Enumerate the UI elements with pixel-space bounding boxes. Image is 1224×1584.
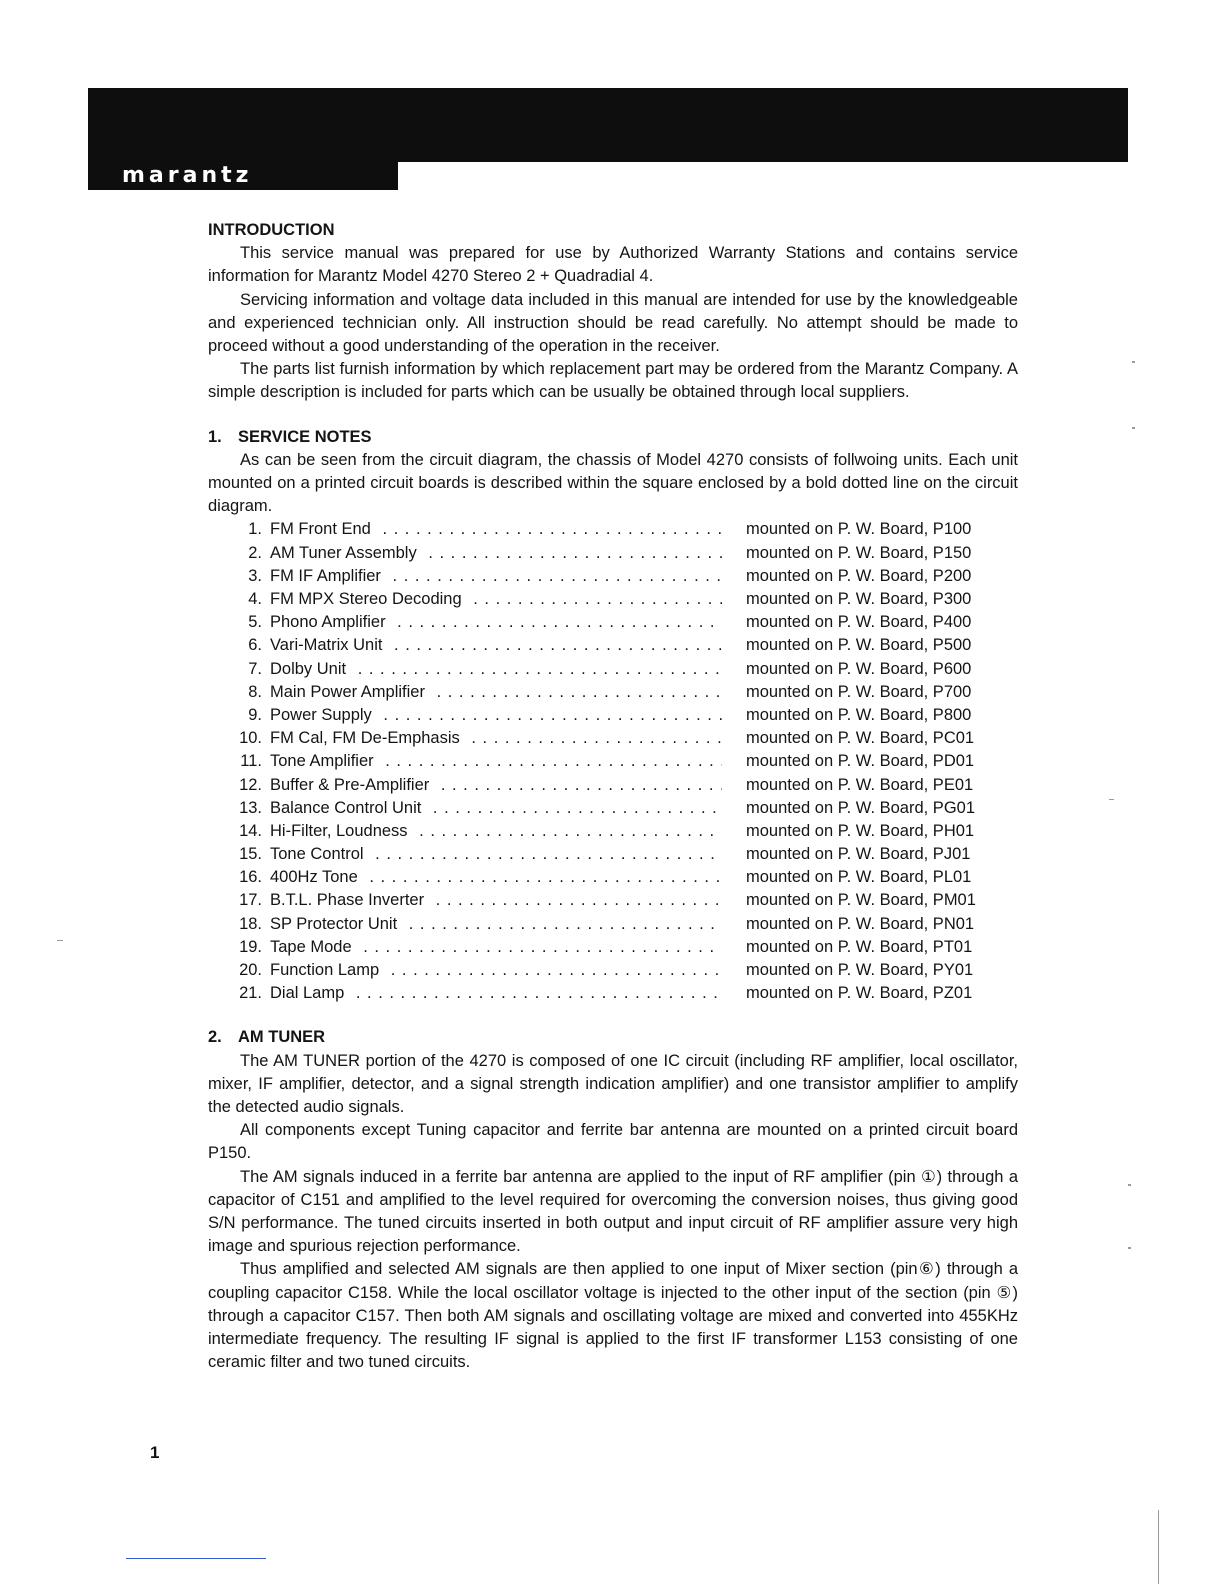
footer-rule <box>126 1558 266 1559</box>
board-unit-row <box>208 889 1018 912</box>
board-unit-name-text: Vari-Matrix Unit <box>270 636 388 654</box>
board-unit-location: mounted on P. W. Board, P400 <box>746 613 972 632</box>
board-unit-row <box>208 843 1018 866</box>
board-unit-name-text: B.T.L. Phase Inverter <box>270 891 430 909</box>
am-tuner-paragraph: All components except Tuning capacitor and ferrite bar antenna are mounted on a printed circuit board P150. <box>208 1121 1018 1163</box>
scan-mark <box>1128 1184 1131 1186</box>
introduction-section <box>208 219 1018 405</box>
board-unit-number: 20. <box>239 961 262 979</box>
board-unit-row <box>208 774 1018 797</box>
board-unit-location: mounted on P. W. Board, P600 <box>746 659 972 678</box>
board-unit-name-text: 400Hz Tone <box>270 868 364 886</box>
board-unit-row <box>208 588 1018 611</box>
board-unit-name-text: SP Protector Unit <box>270 915 403 933</box>
board-unit-row <box>208 611 1018 634</box>
board-unit-number: 16. <box>239 868 262 887</box>
scan-mark <box>57 940 63 941</box>
board-unit-row <box>208 727 1018 750</box>
board-unit-row <box>208 542 1018 565</box>
board-unit-location: mounted on P. W. Board, PD01 <box>746 752 975 771</box>
page-number: 1 <box>150 1443 160 1462</box>
board-unit-number: 18. <box>239 914 262 933</box>
marantz-logo: marantz <box>122 163 253 188</box>
board-unit-location: mounted on P. W. Board, PM01 <box>746 891 976 910</box>
board-unit-row <box>208 681 1018 704</box>
board-unit-name <box>270 704 722 727</box>
board-unit-name-text: Phono Amplifier <box>270 613 392 631</box>
introduction-paragraph: This service manual was prepared for use by Authorized Warranty Stations and contains service information for Marantz Model 4270 Stereo 2 + Quadradial 4. <box>208 244 1018 286</box>
board-unit-location: mounted on P. W. Board, P800 <box>746 705 972 724</box>
service-notes-title <box>208 426 1018 449</box>
board-unit-name-text: Main Power Amplifier <box>270 683 431 701</box>
board-unit-name-text: Function Lamp <box>270 961 385 979</box>
board-unit-name-text: AM Tuner Assembly <box>270 544 423 562</box>
board-unit-location: mounted on P. W. Board, PN01 <box>746 914 975 933</box>
board-unit-number: 19. <box>239 937 262 956</box>
board-unit-name <box>270 889 722 912</box>
board-unit-name-text: Dolby Unit <box>270 660 352 678</box>
board-unit-row <box>208 634 1018 657</box>
board-unit-row <box>208 936 1018 959</box>
board-unit-number: 2. <box>248 543 262 562</box>
board-unit-name <box>270 936 722 959</box>
board-unit-location: mounted on P. W. Board, PL01 <box>746 868 972 887</box>
am-tuner-paragraph: Thus amplified and selected AM signals are then applied to one input of Mixer section (pin⑥) through a coupling capacitor C158. While the local oscillator voltage is injected to the other input of the section (pin ⑤) through a capacitor C157. Then both AM signals and oscillating voltage are mixed and converted into 455KHz intermediate frequency. The resulting IF signal is applied to the first IF transformer L153 consisting of one ceramic filter and two tuned circuits. <box>208 1260 1018 1372</box>
scan-mark <box>1158 1510 1159 1584</box>
board-unit-name <box>270 727 722 750</box>
board-unit-row <box>208 797 1018 820</box>
board-unit-row <box>208 565 1018 588</box>
introduction-paragraph: The parts list furnish information by which replacement part may be ordered from the Marantz Company. A simple description is included for parts which can be usually be obtained through local suppliers. <box>208 360 1018 402</box>
board-unit-name-text: Balance Control Unit <box>270 799 427 817</box>
board-units-list <box>208 518 1018 1005</box>
board-unit-number: 21. <box>239 984 262 1003</box>
board-unit-location: mounted on P. W. Board, PY01 <box>746 961 974 979</box>
board-unit-number: 15. <box>239 845 262 864</box>
board-unit-location: mounted on P. W. Board, P700 <box>746 682 972 701</box>
header-banner <box>88 88 1128 162</box>
board-unit-location: mounted on P. W. Board, P100 <box>746 520 972 539</box>
board-unit-row <box>208 982 1018 1005</box>
board-unit-location: mounted on P. W. Board, P500 <box>746 636 972 655</box>
board-unit-name-text: Dial Lamp <box>270 984 350 1002</box>
board-unit-location: mounted on P. W. Board, P200 <box>746 566 972 585</box>
board-unit-name-text: Power Supply <box>270 706 378 724</box>
am-tuner-paragraph: The AM signals induced in a ferrite bar antenna are applied to the input of RF amplifier (pin ①) through a capacitor of C151 and amplified to the level required for overcoming the conversion noises, thus giving good S/N performance. The tuned circuits inserted in both output and input circuit of RF amplifier assure very high image and spurious rejection performance. <box>208 1167 1018 1256</box>
board-unit-location: mounted on P. W. Board, PH01 <box>746 821 975 840</box>
board-unit-row <box>208 704 1018 727</box>
board-unit-name <box>270 542 722 565</box>
board-unit-row <box>208 866 1018 889</box>
board-unit-name <box>270 797 722 820</box>
board-unit-name <box>270 820 722 843</box>
am-tuner-paragraph: The AM TUNER portion of the 4270 is composed of one IC circuit (including RF amplifier, local oscillator, mixer, IF amplifier, detector, and a signal strength indication amplifier) and one transistor amplifier to amplify the detected audio signals. <box>208 1051 1018 1116</box>
board-unit-name <box>270 959 722 982</box>
board-unit-name-text: FM MPX Stereo Decoding <box>270 590 468 608</box>
board-unit-name-text: FM Front End <box>270 520 377 538</box>
board-unit-name-text: FM Cal, FM De-Emphasis <box>270 729 466 747</box>
section-number: 1. <box>208 427 222 446</box>
section-title-text: SERVICE NOTES <box>238 427 372 446</box>
board-unit-location: mounted on P. W. Board, PE01 <box>746 775 974 794</box>
board-unit-name-text: Tape Mode <box>270 938 358 956</box>
board-unit-number: 7. <box>248 659 262 678</box>
board-unit-number: 4. <box>248 590 262 608</box>
manual-content <box>208 219 1018 1395</box>
board-unit-number: 9. <box>248 705 262 724</box>
service-notes-intro: As can be seen from the circuit diagram, the chassis of Model 4270 consists of follwoing units. Each unit mounted on a printed circuit boards is described within the square enclosed by a bold dotted line on the circuit diagram. <box>208 450 1018 516</box>
scan-mark <box>1132 361 1135 363</box>
introduction-paragraph: Servicing information and voltage data included in this manual are intended for use by the knowledgeable and experienced technician only. All instruction should be read carefully. No attempt should be made to proceed without a good understanding of the operation in the receiver. <box>208 290 1018 356</box>
board-unit-number: 5. <box>248 613 262 632</box>
board-unit-name <box>270 774 722 797</box>
board-unit-number: 3. <box>248 566 262 585</box>
board-unit-name <box>270 866 722 889</box>
board-unit-name <box>270 843 722 866</box>
board-unit-number: 14. <box>239 821 262 840</box>
board-unit-location: mounted on P. W. Board, PC01 <box>746 729 975 748</box>
board-unit-location: mounted on P. W. Board, P150 <box>746 543 972 562</box>
board-unit-name <box>270 565 722 588</box>
board-unit-name <box>270 518 722 541</box>
scan-mark <box>1109 799 1114 800</box>
board-unit-row <box>208 913 1018 936</box>
board-unit-location: mounted on P. W. Board, P300 <box>746 590 972 608</box>
scan-mark <box>1128 1247 1131 1249</box>
board-unit-number: 11. <box>240 752 262 771</box>
section-number: 2. <box>208 1028 222 1047</box>
board-unit-name <box>270 982 722 1005</box>
board-unit-location: mounted on P. W. Board, PZ01 <box>746 984 973 1003</box>
board-unit-row <box>208 518 1018 541</box>
board-unit-location: mounted on P. W. Board, PJ01 <box>746 845 971 864</box>
board-unit-name <box>270 681 722 704</box>
board-unit-number: 8. <box>248 682 262 701</box>
board-unit-location: mounted on P. W. Board, PG01 <box>746 798 976 817</box>
board-unit-name-text: Tone Amplifier <box>270 752 380 770</box>
section-title-text: AM TUNER <box>238 1028 326 1047</box>
board-unit-number: 17. <box>239 891 262 910</box>
board-unit-row <box>208 820 1018 843</box>
board-unit-name <box>270 634 722 657</box>
service-notes-section <box>208 426 1018 1006</box>
board-unit-name <box>270 588 722 611</box>
board-unit-name <box>270 611 722 634</box>
board-unit-row <box>208 750 1018 773</box>
board-unit-name <box>270 913 722 936</box>
board-unit-name <box>270 658 722 681</box>
board-unit-name-text: FM IF Amplifier <box>270 567 387 585</box>
board-unit-name <box>270 750 722 773</box>
introduction-title: INTRODUCTION <box>208 221 335 239</box>
board-unit-row <box>208 658 1018 681</box>
board-unit-row <box>208 959 1018 982</box>
board-unit-location: mounted on P. W. Board, PT01 <box>746 937 973 956</box>
scan-mark <box>1132 427 1135 429</box>
am-tuner-section <box>208 1026 1018 1374</box>
board-unit-name-text: Tone Control <box>270 845 370 863</box>
board-unit-number: 12. <box>239 775 262 794</box>
board-unit-number: 6. <box>248 636 262 655</box>
board-unit-number: 13. <box>239 798 262 817</box>
board-unit-number: 1. <box>248 520 262 539</box>
am-tuner-title <box>208 1026 1018 1049</box>
board-unit-number: 10. <box>239 729 262 748</box>
board-unit-name-text: Buffer & Pre-Amplifier <box>270 776 435 794</box>
board-unit-name-text: Hi-Filter, Loudness <box>270 822 414 840</box>
